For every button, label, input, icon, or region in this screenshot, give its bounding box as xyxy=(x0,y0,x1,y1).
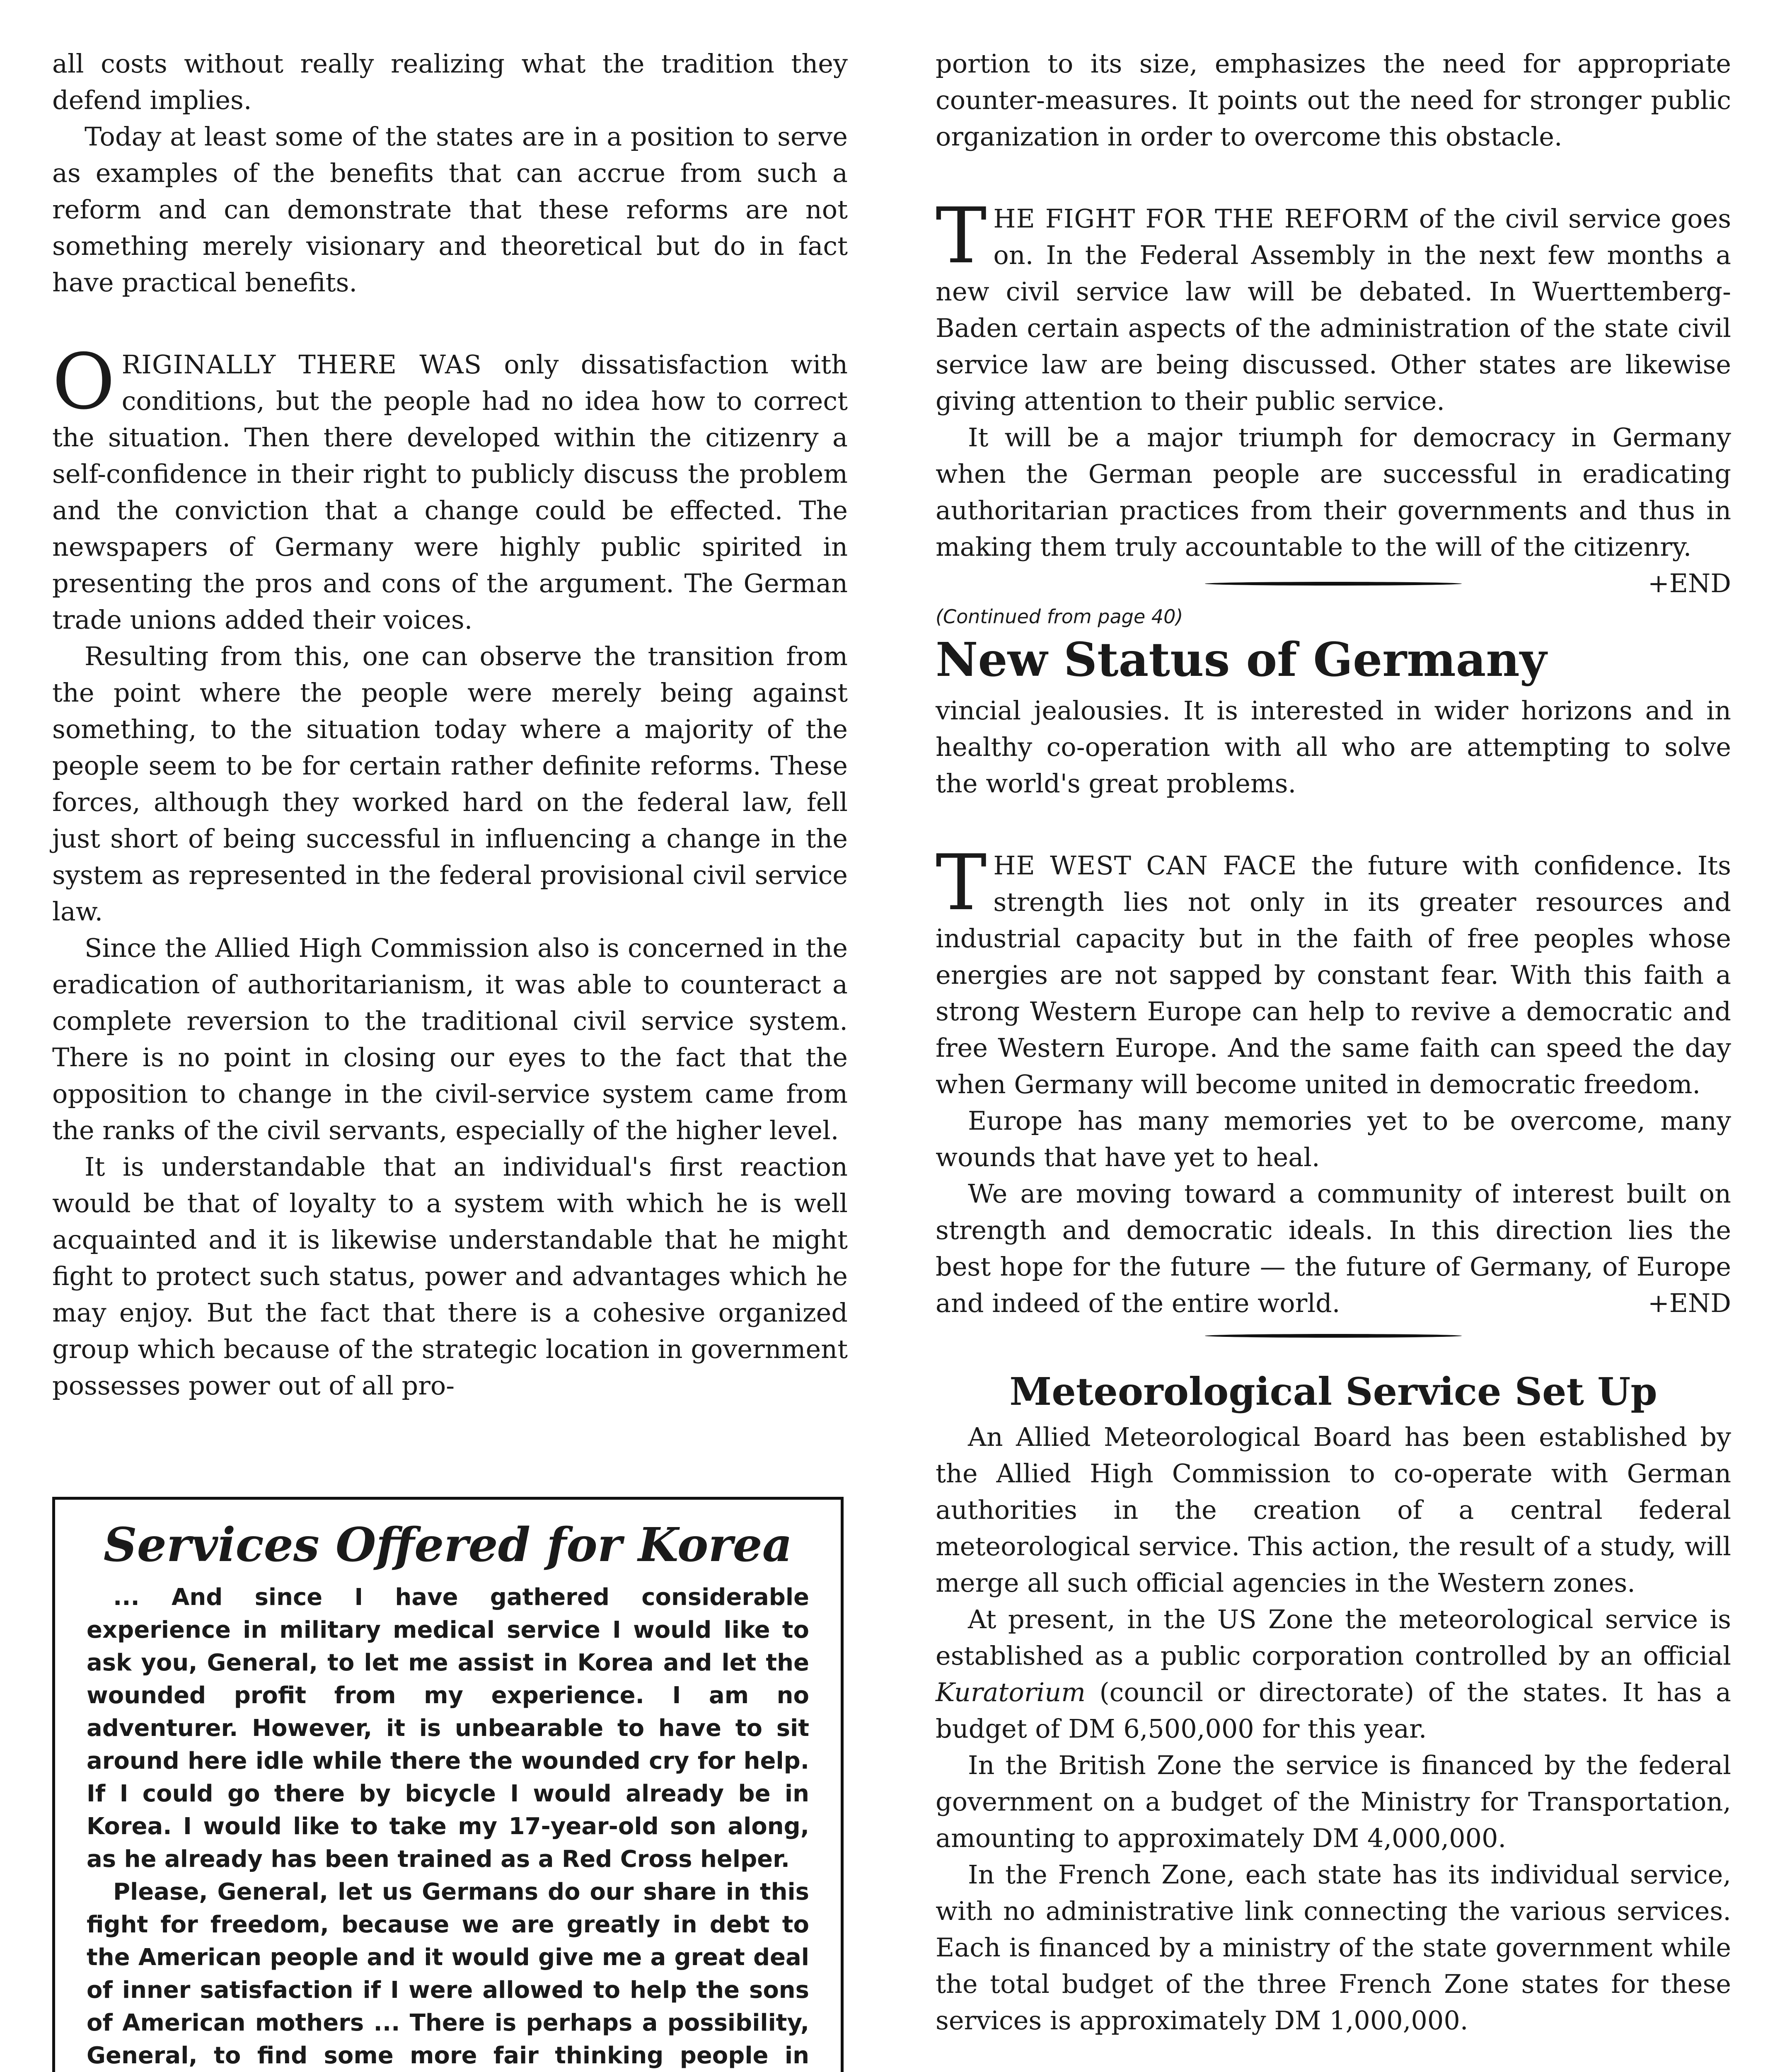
paragraph: Resulting from this, one can observe the transition from the point where the people were merely being against something, to the situation today where a majority of the people seem to be for certain rather definite reforms. These forces, although they worked hard on the federal law, fell just short of being successful in influencing a change in the system as represented in the federal provisional civil service law. xyxy=(52,641,848,927)
paragraph xyxy=(936,1601,1731,1747)
drop-cap: T xyxy=(936,838,987,927)
paragraph-text: At present, in the US Zone the meteorological service is established as a public corporation controlled by an official xyxy=(936,1604,1731,1671)
paragraph xyxy=(936,419,1731,598)
section-divider xyxy=(1205,1334,1462,1338)
section-divider xyxy=(1205,582,1462,586)
korea-sidebar-box xyxy=(52,1497,844,2072)
paragraph: Since the Allied High Commission also is concerned in the eradication of authoritarianism, it was able to counteract a complete reversion to the traditional civil service system. There is no point in closing our eyes to the fact that the opposition to change in the civil-service system came from the ranks of the civil servants, especially of the higher level. xyxy=(52,933,848,1145)
paragraph-text: only dissatisfaction with conditions, but the people had no idea how to correct the situation. Then there developed within the citizenry a self-confidence in their right to publicly discuss the problem and the conviction that a change could be effected. The newspapers of Germany were highly public spirited in presenting the pros and cons of the argument. The German trade unions added their voices. xyxy=(52,349,848,635)
paragraph: vincial jealousies. It is interested in wider horizons and in healthy co-operation with all who are attempting to solve the world's great problems. xyxy=(936,695,1731,799)
korea-paragraph xyxy=(87,1876,809,2072)
lead-in: RIGINALLY THERE WAS xyxy=(121,349,482,380)
end-mark: +END xyxy=(1647,1288,1731,1318)
drop-cap: T xyxy=(936,191,987,281)
korea-paragraph: ... And since I have gathered considerable experience in military medical service I would like to ask you, General, to let me assist in Korea and let the wounded profit from my experience. I am no adventurer. However, it is unbearable to have to sit around here idle while there the wounded cry for help. If I could go there by bicycle I would already be in Korea. I would like to take my 17-year-old son along, as he already has been trained as a Red Cross helper. xyxy=(87,1584,809,1873)
paragraph-text: We are moving toward a community of interest built on strength and democratic ideals. In this direction lies the best hope for the future — the future of Germany, of Europe and indeed of the entire world. xyxy=(936,1179,1731,1318)
paragraph: all costs without really realizing what the tradition they defend implies. xyxy=(52,48,848,115)
paragraph-dropcap xyxy=(936,191,1732,419)
paragraph-text: of the civil service goes on. In the Federal Assembly in the next few months a new civil service law will be debated. In Wuerttemberg-Baden certain aspects of the administration of the state civil service law are being discussed. Other states are likewise giving attention to their public service. xyxy=(936,203,1732,416)
paragraph: It is understandable that an individual's first reaction would be that of loyalty to a system with which he is well acquainted and it is likewise understandable that he might fight to protect such status, power and advantages which he may enjoy. But the fact that there is a cohesive organized group which because of the strategic location in government possesses power out of all pro- xyxy=(52,1152,848,1401)
paragraph-dropcap xyxy=(52,337,848,638)
paragraph-text: the future with confidence. Its strength lies not only in its greater resources and industrial capacity but in the faith of free peoples whose energies are not sapped by constant fear. With this faith a strong Western Europe can help to revive a democratic and free Western Europe. And the same faith can speed the day when Germany will become united in democratic freedom. xyxy=(936,850,1732,1099)
lead-in: HE WEST CAN FACE xyxy=(993,850,1297,881)
left-column xyxy=(52,46,848,1404)
end-mark: +END xyxy=(1647,568,1731,598)
right-column xyxy=(936,46,1731,2039)
new-status-title: New Status of Germany xyxy=(936,633,1547,687)
lead-in: HE FIGHT FOR THE REFORM xyxy=(993,203,1410,234)
paragraph-dropcap xyxy=(936,838,1732,1103)
paragraph: Europe has many memories yet to be overcome, many wounds that have yet to heal. xyxy=(936,1106,1731,1172)
paragraph: An Allied Meteorological Board has been established by the Allied High Commission to co-operate with German authorities in the creation of a central federal meteorological service. This action, the result of a study, will merge all such official agencies in the Western zones. xyxy=(936,1422,1731,1598)
paragraph: portion to its size, emphasizes the need for appropriate counter-measures. It points out the need for stronger public organization in order to overcome this obstacle. xyxy=(936,48,1731,152)
paragraph: In the British Zone the service is financed by the federal government on a budget of the Ministry for Transportation, amounting to approximately DM 4,000,000. xyxy=(936,1750,1731,1853)
paragraph-text: It will be a major triumph for democracy in Germany when the German people are successful in eradicating authoritarian practices from their governments and thus in making them truly accountable to the will of the citizenry. xyxy=(936,422,1731,562)
korea-box-title: Services Offered for Korea xyxy=(103,1518,793,1572)
continued-note: (Continued from page 40) xyxy=(936,605,1183,628)
paragraph: In the French Zone, each state has its individual service, with no administrative link connecting the various services. Each is financed by a ministry of the state government while the total budget of the three French Zone states for these services is approximately DM 1,000,000. xyxy=(936,1859,1731,2036)
paragraph xyxy=(936,1176,1731,1322)
paragraph-text: (council or directorate) of the states. It has a budget of DM 6,500,000 for this year. xyxy=(936,1677,1731,1744)
paragraph: Today at least some of the states are in a position to serve as examples of the benefits that can accrue from such a reform and can demonstrate that these reforms are not something merely visionary and theoretical but do in fact have practical benefits. xyxy=(52,121,848,298)
italic-term: Kuratorium xyxy=(936,1677,1086,1707)
korea-paragraph-text: Please, General, let us Germans do our share in this fight for freedom, because we are greatly in debt to the American people and it would give me a great deal of inner satisfaction if I were allowed to help the sons of American mothers ... There is perhaps a possibility, General, to find some more fair thinking people in xyxy=(87,1878,809,2069)
drop-cap: O xyxy=(52,337,115,426)
meteorological-title: Meteorological Service Set Up xyxy=(1009,1369,1657,1414)
